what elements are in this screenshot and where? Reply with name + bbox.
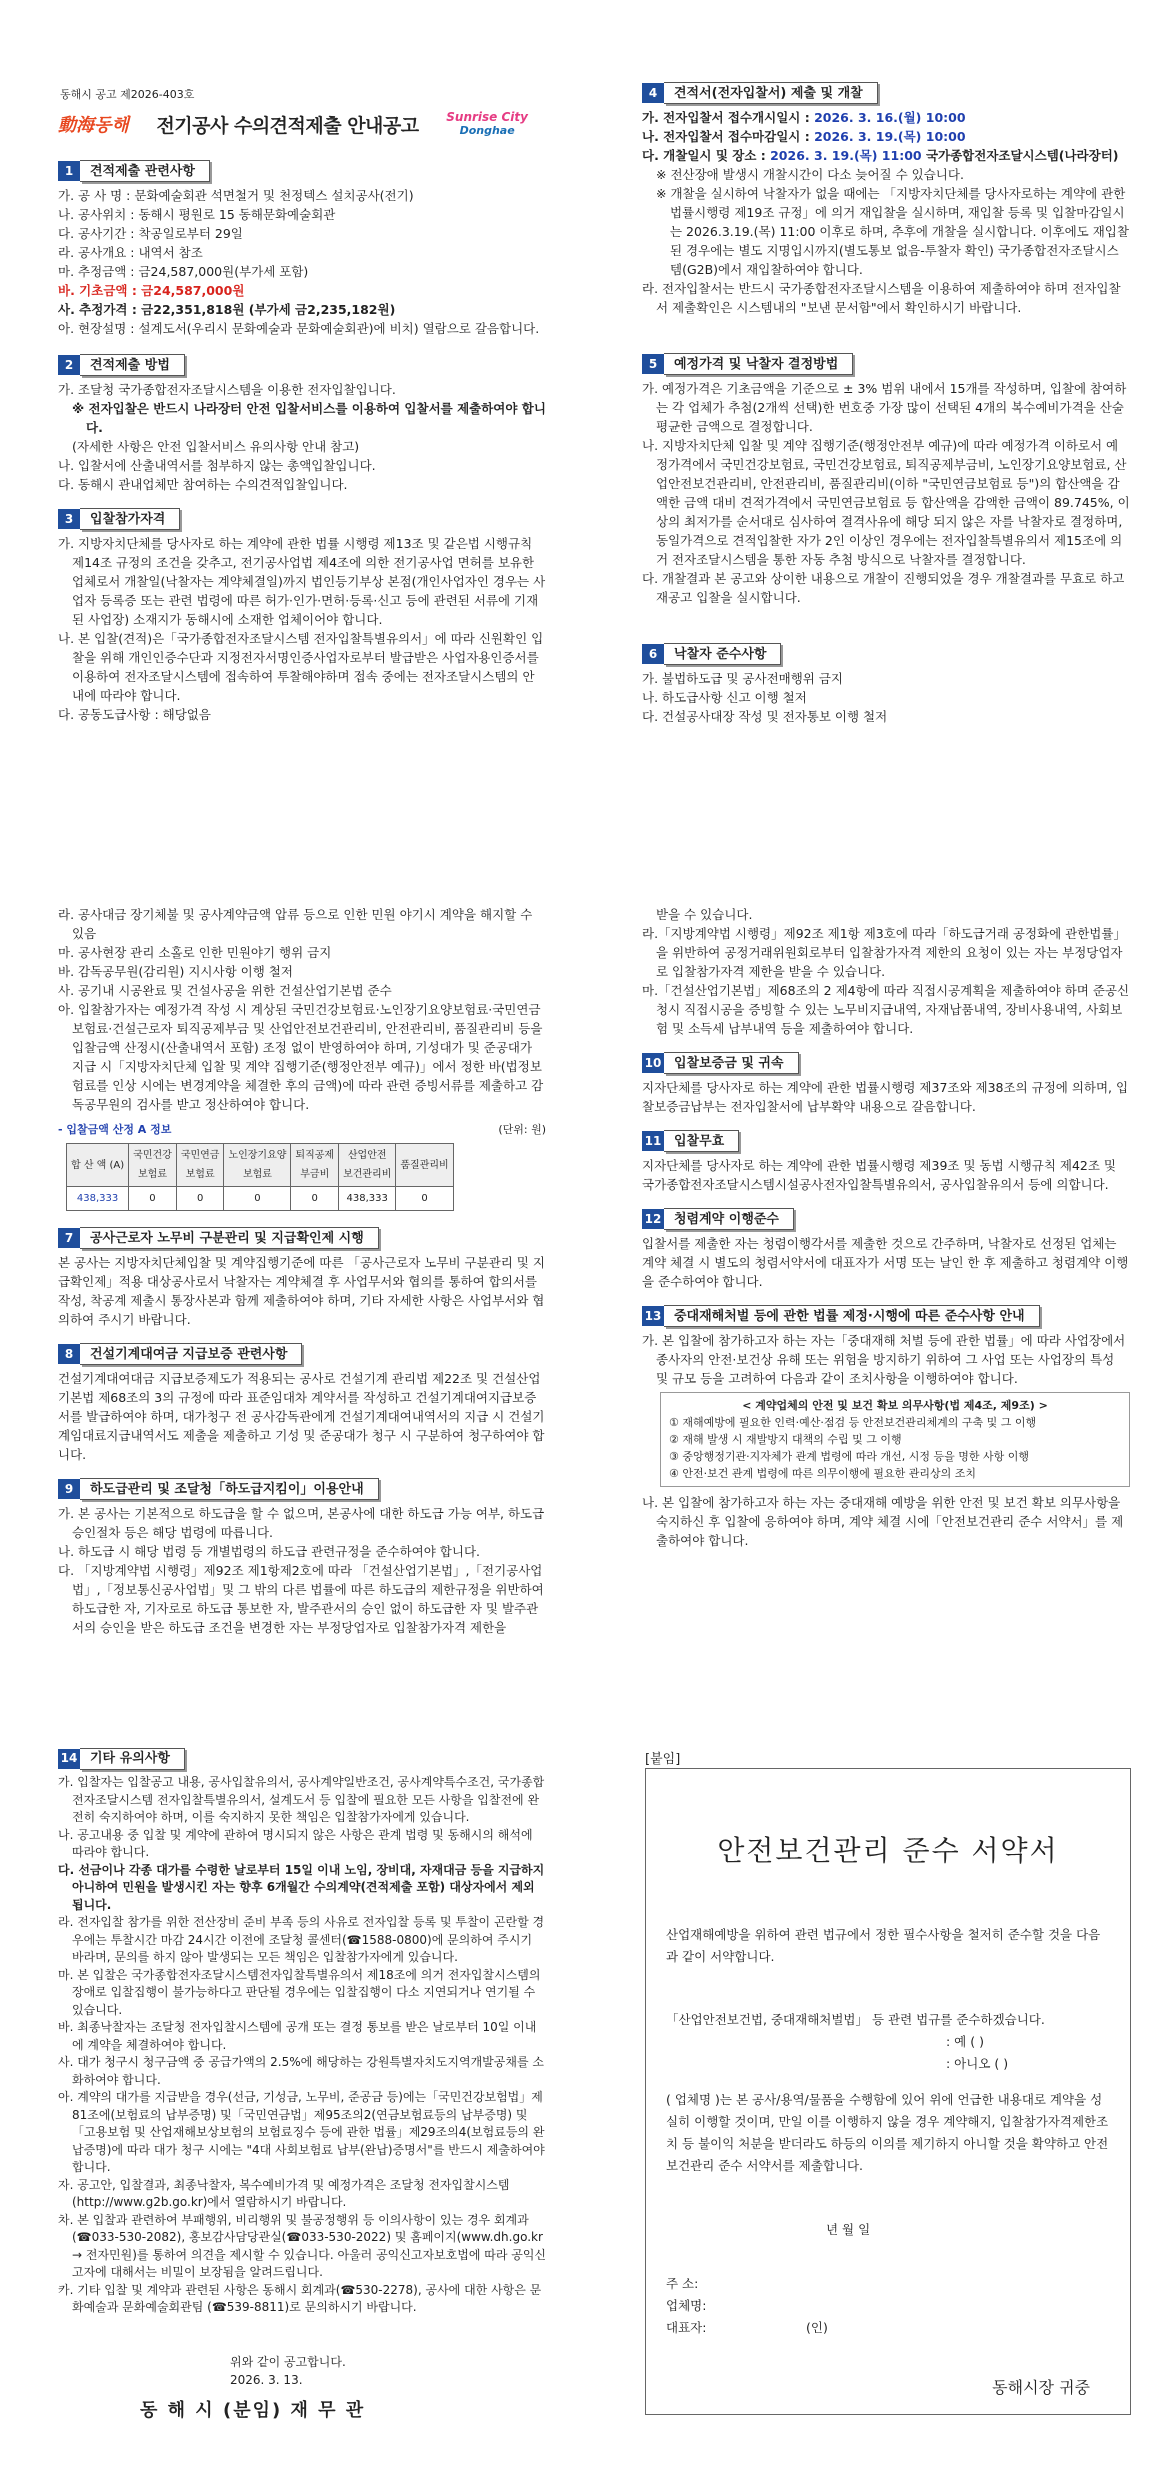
s9-item: 마.「건설산업기본법」제68조의 2 제4항에 따라 직접시공계획을 제출하여야 하며 준공신청시 직접시공을 증빙할 수 있는 노무비지급내역, 자재납품내역, 장비사용내역, 사회보험 및 소득세 납부내역 등을 제출하여야 합니다. bbox=[642, 983, 1130, 1036]
s6-item: 사. 공기내 시공완료 및 건설사공을 위한 건설산업기본법 준수 bbox=[58, 983, 392, 998]
left-top-column bbox=[58, 150, 546, 724]
obligation-item: ① 재해예방에 필요한 인력·예산·점검 등 안전보건관리체계의 구축 및 그 이행 bbox=[669, 1416, 1037, 1429]
obligation-item: ④ 안전·보건 관계 법령에 따른 의무이행에 필요한 관리상의 조치 bbox=[669, 1467, 976, 1480]
value: 2026. 3. 16.(월) 10:00 bbox=[814, 110, 966, 125]
closing-date: 2026. 3. 13. bbox=[230, 2373, 303, 2387]
section-title: 낙찰자 준수사항 bbox=[664, 643, 781, 665]
label: 나. 전자입찰서 접수마감일시 : bbox=[642, 129, 815, 144]
section-number: 12 bbox=[642, 1209, 664, 1229]
attachment-label: [붙임] bbox=[645, 1752, 681, 1767]
s6-item: 가. 불법하도급 및 공사전매행위 금지 bbox=[642, 671, 843, 686]
s6-item: 바. 감독공무원(감리원) 지시사항 이행 철저 bbox=[58, 964, 293, 979]
s2-note: (자세한 사항은 안전 입찰서비스 유의사항 안내 참고) bbox=[72, 439, 360, 454]
bid-close-datetime bbox=[642, 127, 1130, 146]
section-title: 공사근로자 노무비 구분관리 및 지급확인제 시행 bbox=[80, 1227, 379, 1249]
section-number: 14 bbox=[58, 1749, 80, 1769]
s1-item: 가. 공 사 명 : 문화예술회관 석면철거 및 천정텍스 설치공사(전기) bbox=[58, 188, 414, 203]
s4-note: ※ 전산장애 발생시 개찰시간이 다소 늦어질 수 있습니다. bbox=[656, 167, 964, 182]
s6-item: 라. 공사대금 장기체불 및 공사계약금액 압류 등으로 인한 민원 야기시 계약을 해지할 수 있음 bbox=[58, 907, 533, 941]
s9-continued: 받을 수 있습니다. bbox=[656, 907, 753, 922]
pledge-yes: : 예 ( ) bbox=[946, 2034, 984, 2049]
section-14-header bbox=[58, 1748, 546, 1770]
s1-item: 다. 공사기간 : 착공일로부터 29일 bbox=[58, 226, 243, 241]
section-11-header bbox=[642, 1130, 1130, 1152]
unit-label: (단위: 원) bbox=[498, 1123, 546, 1136]
s14-item: 나. 공고내용 중 입찰 및 계약에 관하여 명시되지 않은 사항은 관계 법령 및 동해시의 해석에 따라야 합니다. bbox=[58, 1827, 533, 1859]
section-number: 9 bbox=[58, 1479, 80, 1499]
s3-item: 가. 지방자치단체를 당사자로 하는 계약에 관한 법률 시행령 제13조 및 같은법 시행규칙 제14조 규정의 조건을 갖추고, 전기공사업법 제4조에 의한 전기공사업 면허를 보유한 업체로서 개찰일(낙찰자는 계약체결일)까지 법인등기부상 본점(개인사업자인 경우는 사업자 등록증 또는 관련 법령에 따른 허가·인가·면허·등록·신고 등에 관련된 서류에 기재된 사업장) 소재지가 동해시에 소재한 업체이어야 합니다. bbox=[58, 536, 546, 627]
table-cell: 438,333 bbox=[339, 1187, 396, 1211]
s6-item: 나. 하도급사항 신고 이행 철저 bbox=[642, 690, 807, 705]
s3-item: 다. 공동도급사항 : 해당없음 bbox=[58, 707, 211, 722]
ceo-label: 대표자: bbox=[666, 2320, 707, 2335]
obligations-title: < 계약업체의 안전 및 보건 확보 의무사항(법 제4조, 제9조) > bbox=[742, 1399, 1048, 1412]
s6-item: 다. 건설공사대장 작성 및 전자통보 이행 철저 bbox=[642, 709, 888, 724]
table-header: 퇴직공제 부금비 bbox=[291, 1144, 339, 1187]
section-6-header bbox=[642, 643, 1130, 665]
s6-item-insurance: 아. 입찰참가자는 예정가격 작성 시 계상된 국민건강보험료·노인장기요양보험료·국민연금보험료·건설근로자 퇴직공제부금 및 산업안전보건관리비, 안전관리비, 품질관리비 등을 입찰금액 산정시(산출내역서 포함) 조정 없이 반영하여야 하며, 기성대가 및 준공대가 지급 시「지방자치단체 입찰 및 계약 집행기준(행정안전부 예규)」에서 정한 바(법정보험료를 인상 시에는 변경계약을 체결한 후의 금액)에 따라 관련 증빙서류를 제출하고 감독공무원의 검사를 받고 정산하여야 합니다. bbox=[58, 1002, 544, 1112]
s7-text: 본 공사는 지방자치단체입찰 및 계약집행기준에 따른 「공사근로자 노무비 구분관리 및 지급확인제」적용 대상공사로서 낙찰자는 계약체결 후 사업무서와 협의를 통하여 합의서를 작성, 착공계 제출시 통장사본과 함께 제출하여야 하며, 기타 자세한 사항은 사업부서와 협의하여 주시기 바랍니다. bbox=[58, 1255, 545, 1327]
bid-open-datetime bbox=[642, 108, 1130, 127]
section-4-header bbox=[642, 82, 1130, 104]
section-title: 청렴계약 이행준수 bbox=[664, 1208, 794, 1230]
table-header: 합 산 액 (A) bbox=[67, 1144, 129, 1187]
pledge-p2: 「산업안전보건법, 중대재해처벌법」 등 관련 법규를 준수하겠습니다. bbox=[666, 2012, 1045, 2027]
section-number: 4 bbox=[642, 83, 664, 103]
obligation-item: ③ 중앙행정기관·지자체가 관계 법령에 따라 개선, 시정 등을 명한 사항 이행 bbox=[669, 1450, 1029, 1463]
section-number: 2 bbox=[58, 355, 80, 375]
s14-item: 사. 대가 청구시 청구금액 중 공급가액의 2.5%에 해당하는 강원특별자치도지역개발공채를 소화하여야 합니다. bbox=[58, 2055, 544, 2087]
right-middle-column bbox=[642, 905, 1130, 1550]
section-1-header bbox=[58, 160, 546, 182]
label: 다. 개찰일시 및 장소 : bbox=[642, 148, 771, 163]
section-title: 기타 유의사항 bbox=[80, 1748, 185, 1770]
s14-item: 차. 본 입찰과 관련하여 부패행위, 비리행위 및 불공정행위 등 이의사항이 있는 경우 회계과(☎033-530-2082), 홍보감사담당관실(☎033-530-2022) 및 홈페이지(www.dh.go.kr → 전자민원)를 통하여 의견을 제시할 수 있습니다. 아울러 공익신고자보호법에 따라 공익신고자에 대해서는 비밀이 보장됨을 알려드립니다. bbox=[58, 2212, 547, 2279]
city-logo-left: 動海동해 bbox=[58, 115, 129, 136]
s11-text: 지자단체를 당사자로 하는 계약에 관한 법률시행령 제39조 및 동법 시행규칙 제42조 및 국가종합전자조달시스템시설공사전자입찰특별유의서, 공사입찰유의서 등에 의합니다. bbox=[642, 1158, 1116, 1192]
s14-item: 마. 본 입찰은 국가종합전자조달시스템전자입찰특별유의서 제18조에 의거 전자입찰시스템의 장애로 입찰집행이 불가능하다고 판단될 경우에는 입찰집행이 다소 지연되거나 연기될 수 있습니다. bbox=[58, 1967, 541, 2017]
place: 국가종합전자조달시스템(나라장터) bbox=[921, 148, 1119, 163]
base-price: 바. 기초금액 : 금24,587,000원 bbox=[58, 283, 245, 298]
s4-note: ※ 개찰을 실시하여 낙찰자가 없을 때에는 「지방자치단체를 당사자로하는 계약에 관한 법률시행령 제19조 규정」에 의거 재입찰을 실시하며, 재입찰 등록 및 입찰마감일시는 2026.3.19.(목) 11:00 이후로 하며, 추후에 개찰을 실시합니다. 이후에도 재입찰된 경우에는 별도 지명입시까지(별도통보 없음-투찰자 확인) 국가종합전자조달시스템(G2B)에서 재입찰하여야 합니다. bbox=[656, 186, 1129, 277]
table-cell: 0 bbox=[129, 1187, 177, 1211]
pledge-p3: ( 업체명 )는 본 공사/용역/물품을 수행함에 있어 위에 언급한 내용대로 계약을 성실히 이행할 것이며, 만일 이를 이행하지 않을 경우 계약해지, 입찰참가자격제한조치 등 불이익 처분을 받더라도 하등의 이의를 제기하지 아니할 것을 확약하고 안전보건관리 준수 서약서를 제출합니다. bbox=[666, 2092, 1109, 2173]
logo-text-1: Sunrise City bbox=[446, 110, 528, 124]
s9-item: 나. 하도급 시 해당 법령 등 개별법령의 하도급 관련규정을 준수하여야 합니다. bbox=[58, 1544, 481, 1559]
left-bottom-column bbox=[58, 1748, 546, 2317]
s9-item: 가. 본 공사는 기본적으로 하도급을 할 수 없으며, 본공사에 대한 하도급 가능 여부, 하도급 승인절차 등은 해당 법령에 따릅니다. bbox=[58, 1506, 545, 1540]
s9-item: 라.「지방계약법 시행령」제92조 제1항 제3호에 따라「하도급거래 공정화에 관한법률」을 위반하여 공정거래위원회로부터 입찰참가자격 제한의 요청이 있는 자는 부정당업자로 입찰참가자격 제한을 받을 수 있습니다. bbox=[642, 926, 1126, 979]
seal-label: (인) bbox=[806, 2320, 828, 2335]
section-title: 입찰보증금 및 귀속 bbox=[664, 1052, 799, 1074]
s1-item: 나. 공사위치 : 동해시 평원로 15 동해문화예술회관 bbox=[58, 207, 336, 222]
section-number: 11 bbox=[642, 1131, 664, 1151]
table-cell: 0 bbox=[396, 1187, 453, 1211]
s14-item: 자. 공고안, 입찰결과, 최종낙찰자, 복수예비가격 및 예정가격은 조달청 전자입찰시스템(http://www.g2b.go.kr)에서 열람하시기 바랍니다. bbox=[58, 2177, 510, 2209]
section-number: 6 bbox=[642, 644, 664, 664]
section-5-header bbox=[642, 353, 1130, 375]
pledge-no: : 아니오 ( ) bbox=[946, 2056, 1009, 2071]
value: 2026. 3. 19.(목) 10:00 bbox=[814, 129, 966, 144]
s2-note: ※ 전자입찰은 반드시 나라장터 안전 입찰서비스를 이용하여 입찰서를 제출하여야 합니다. bbox=[72, 401, 546, 435]
s14-item: 가. 입찰자는 입찰공고 내용, 공사입찰유의서, 공사계약일반조건, 공사계약특수조건, 국가종합전자조달시스템 전자입찰특별유의서, 설계도서 등 입찰에 필요한 모든 사항을 입찰전에 완전히 숙지하여야 하며, 이를 숙지하지 못한 책임은 입찰참가자에게 있습니다. bbox=[58, 1775, 545, 1824]
section-13-header bbox=[642, 1305, 1130, 1327]
s9-item: 다. 「지방계약법 시행령」제92조 제1항제2호에 따라 「건설산업기본법」,「전기공사업법」,「정보통신공사업법」및 그 밖의 다른 법률에 따른 하도급의 제한규정을 위반하여 하도급한 자, 기자로로 하도급 통보한 자, 발주관서의 승인 없이 하도급한 자 및 발주관서의 승인을 받은 하도급 조건을 변경한 자는 부정당업자로 입찰참가자격 제한을 bbox=[58, 1563, 544, 1635]
s1-item: 라. 공사개요 : 내역서 참조 bbox=[58, 245, 203, 260]
pledge-p1: 산업재해예방을 위하여 관련 법규에서 정한 필수사항을 철저히 준수할 것을 다음과 같이 서약합니다. bbox=[666, 1927, 1101, 1964]
address-label: 주 소: bbox=[666, 2276, 699, 2291]
section-title: 견적서(전자입찰서) 제출 및 개찰 bbox=[664, 82, 878, 104]
table-row bbox=[67, 1187, 454, 1211]
section-title: 하도급관리 및 조달청「하도급지킴이」이용안내 bbox=[80, 1478, 379, 1500]
value: 2026. 3. 19.(목) 11:00 bbox=[770, 148, 922, 163]
attachment-pledge bbox=[645, 1768, 1131, 2415]
section-title: 건설기계대여금 지급보증 관련사항 bbox=[80, 1343, 302, 1365]
s5-item: 나. 지방자치단체 입찰 및 계약 집행기준(행정안전부 예규)에 따라 예정가격 이하로서 예정가격에서 국민건강보험료, 국민건강보험료, 퇴직공제부금비, 노인장기요양보험료, 산업안전보건관리비, 안전관리비, 품질관리비(이하 "국민연금보험료 등")의 합산액을 감액한 금액 대비 견적가격에서 국민연금보험료 등 합산액을 감액한 금액이 89.745%, 이상의 최저가를 순서대로 심사하여 결격사유에 해당 되지 않은 자를 낙찰자로 결정하며, 동일가격으로 견적입찰한 자가 2인 이상인 경우에는 전자입찰특별유의서 제15조에 의거 전자조달시스템을 통한 자동 추첨 방식으로 낙찰자를 결정합니다. bbox=[642, 438, 1130, 567]
s2-item: 다. 동해시 관내업체만 참여하는 수의견적입찰입니다. bbox=[58, 477, 348, 492]
section-10-header bbox=[642, 1052, 1130, 1074]
s5-item: 다. 개찰결과 본 공고와 상이한 내용으로 개찰이 진행되었을 경우 개찰결과를 무효로 하고 재공고 입찰을 실시합니다. bbox=[642, 571, 1125, 605]
fee-table-caption bbox=[58, 1120, 546, 1139]
issuer: 동 해 시 (분임) 재 무 관 bbox=[140, 2400, 366, 2421]
s14-item: 아. 계약의 대가를 지급받을 경우(선금, 기성금, 노무비, 준공금 등)에는「국민건강보험법」제81조에(보험료의 납부증명) 및「국민연금법」제95조의2(연금보험료등의 납부증명) 및「고용보험 및 산업재해보상보험의 보험료징수 등에 관한 법률」제29조의4(보험료등의 완납증명)에 따라 대가 청구 시에는 "4대 사회보험료 납부(완납)증명서"를 반드시 제출하여야 합니다. bbox=[58, 2090, 545, 2174]
notice-number: 동해시 공고 제2026-403호 bbox=[60, 88, 195, 101]
table-header-row bbox=[67, 1144, 454, 1187]
obligations-box bbox=[660, 1392, 1130, 1487]
section-9-header bbox=[58, 1478, 546, 1500]
s13-item: 가. 본 입찰에 참가하고자 하는 자는「중대재해 처벌 등에 관한 법률」에 따라 사업장에서 종사자의 안전·보건상 유해 또는 위험을 방지하기 위하여 그 사업 또는 사업장의 특성 및 규모 등을 고려하여 다음과 같이 조치사항을 이행하여야 합니다. bbox=[642, 1333, 1126, 1386]
section-7-header bbox=[58, 1227, 546, 1249]
table-header: 산업안전 보건관리비 bbox=[339, 1144, 396, 1187]
pledge-title: 안전보건관리 준수 서약서 bbox=[717, 1834, 1059, 1867]
section-number: 1 bbox=[58, 161, 80, 181]
fee-table bbox=[66, 1143, 454, 1211]
section-number: 13 bbox=[642, 1306, 664, 1326]
s14-item: 라. 전자입찰 참가를 위한 전산장비 준비 부족 등의 사유로 전자입찰 등록 및 투찰이 곤란할 경우에는 투찰시간 마감 24시간 이전에 조달청 콜센터(☎1588-0800)에 문의하여 주시기 바라며, 문의를 하지 않아 발생되는 모든 책임은 입찰참가자에게 있습니다. bbox=[58, 1915, 545, 1964]
s2-item: 가. 조달청 국가종합전자조달시스템을 이용한 전자입찰입니다. bbox=[58, 382, 396, 397]
section-title: 예정가격 및 낙찰자 결정방법 bbox=[664, 353, 853, 375]
document-title: 전기공사 수의견적제출 안내공고 bbox=[156, 114, 419, 137]
section-12-header bbox=[642, 1208, 1130, 1230]
section-title: 중대재해처벌 등에 관한 법률 제정·시행에 따른 준수사항 안내 bbox=[664, 1305, 1040, 1327]
section-3-header bbox=[58, 508, 546, 530]
estimated-price: 사. 추정가격 : 금22,351,818원 (부가세 금2,235,182원) bbox=[58, 302, 396, 317]
label: 가. 전자입찰서 접수개시일시 : bbox=[642, 110, 815, 125]
city-logo-right bbox=[446, 111, 528, 137]
s8-text: 건설기계대여대금 지급보증제도가 적용되는 공사로 건설기계 관리법 제22조 및 건설산업기본법 제68조의 3의 규정에 따라 표준임대차 계약서를 작성하고 건설기계대여지급보증서를 발급하여야 하며, 대가청구 전 공사감독관에게 건설기계대여내역서의 지급 시 건설기계임대료지급내역서도 제출을 제출하고 기성 및 준공대가 청구 시 구분하여 청구하여야 합니다. bbox=[58, 1371, 545, 1462]
s10-text: 지자단체를 당사자로 하는 계약에 관한 법률시행령 제37조와 제38조의 규정에 의하며, 입찰보증금납부는 전자입찰서에 납부확약 내용으로 갈음합니다. bbox=[642, 1080, 1129, 1114]
s1-item: 아. 현장설명 : 설계도서(우리시 문화예술과 문화예술회관)에 비치) 열람으로 갈음합니다. bbox=[58, 321, 540, 336]
s5-item: 가. 예정가격은 기초금액을 기준으로 ± 3% 범위 내에서 15개를 작성하며, 입찰에 참여하는 각 업체가 추첨(2개씩 선택)한 번호중 가장 많이 선택된 4개의 복수예비가격을 산술평균한 금액으로 결정합니다. bbox=[642, 381, 1127, 434]
s2-item: 나. 입찰서에 산출내역서를 첨부하지 않는 총액입찰입니다. bbox=[58, 458, 376, 473]
s12-text: 입찰서를 제출한 자는 청렴이행각서를 제출한 것으로 간주하며, 낙찰자로 선정된 업체는 계약 체결 시 별도의 청렴서약서에 대표자가 서명 또는 날인 한 후 제출하고 청렴계약 이행을 준수하여야 합니다. bbox=[642, 1236, 1129, 1289]
table-header: 국민건강 보험료 bbox=[129, 1144, 177, 1187]
s4-item: 라. 전자입찰서는 반드시 국가종합전자조달시스템을 이용하여 제출하여야 하며 전자입찰서 제출확인은 시스템내의 "보낸 문서함"에서 확인하시기 바랍니다. bbox=[642, 281, 1121, 315]
s6-item: 마. 공사현장 관리 소홀로 인한 민원야기 행위 금지 bbox=[58, 945, 332, 960]
closing-statement: 위와 같이 공고합니다. bbox=[230, 2355, 346, 2369]
opening-datetime bbox=[642, 146, 1130, 165]
s3-item: 나. 본 입찰(견적)은「국가종합전자조달시스템 전자입찰특별유의서」에 따라 신원확인 입찰을 위해 개인인증수단과 지정전자서명인증사업자로부터 발급받은 사업자용인증서를 이용하여 전자조달시스템에 접속하여 투찰해야하며 접속 중에는 전자조달시스템의 안내에 따라야 합니다. bbox=[58, 631, 544, 703]
s1-item: 마. 추정금액 : 금24,587,000원(부가세 포함) bbox=[58, 264, 309, 279]
table-cell: 0 bbox=[176, 1187, 224, 1211]
table-header: 노인장기요양 보험료 bbox=[224, 1144, 291, 1187]
obligation-item: ② 재해 발생 시 재발방지 대책의 수립 및 그 이행 bbox=[669, 1433, 902, 1446]
logo-text-2: Donghae bbox=[459, 124, 515, 137]
pledge-date: 년 월 일 bbox=[826, 2222, 871, 2237]
table-cell: 0 bbox=[291, 1187, 339, 1211]
section-2-header bbox=[58, 354, 546, 376]
table-header: 국민연금 보험료 bbox=[176, 1144, 224, 1187]
pledge-recipient: 동해시장 귀중 bbox=[992, 2378, 1090, 2397]
section-number: 3 bbox=[58, 509, 80, 529]
s14-item: 바. 최종낙찰자는 조달청 전자입찰시스템에 공개 또는 결정 통보를 받은 날로부터 10일 이내에 계약을 체결하여야 합니다. bbox=[58, 2020, 537, 2052]
title-row bbox=[58, 106, 528, 142]
section-title: 입찰무효 bbox=[664, 1130, 739, 1152]
right-top-column bbox=[642, 72, 1130, 726]
section-number: 10 bbox=[642, 1053, 664, 1073]
section-title: 견적제출 관련사항 bbox=[80, 160, 210, 182]
section-title: 입찰참가자격 bbox=[80, 508, 180, 530]
s13-item: 나. 본 입찰에 참가하고자 하는 자는 중대재해 예방을 위한 안전 및 보건 확보 의무사항을 숙지하신 후 입찰에 응하여야 하며, 계약 체결 시에「안전보건관리 준수 서약서」를 제출하여야 합니다. bbox=[642, 1495, 1124, 1548]
section-number: 8 bbox=[58, 1344, 80, 1364]
table-header: 품질관리비 bbox=[396, 1144, 453, 1187]
fee-label: - 입찰금액 산정 A 정보 bbox=[58, 1123, 172, 1136]
s14-item: 카. 기타 입찰 및 계약과 관련된 사항은 동해시 회계과(☎530-2278), 공사에 대한 사항은 문화예술과 문화예술회관팀 (☎539-8811)로 문의하시기 바랍니다. bbox=[58, 2282, 542, 2314]
section-number: 5 bbox=[642, 354, 664, 374]
company-label: 업체명: bbox=[666, 2298, 707, 2313]
table-cell: 438,333 bbox=[67, 1187, 129, 1211]
section-8-header bbox=[58, 1343, 546, 1365]
section-number: 7 bbox=[58, 1228, 80, 1248]
left-middle-column bbox=[58, 905, 546, 1637]
section-title: 견적제출 방법 bbox=[80, 354, 185, 376]
s14-item: 다. 선금이나 각종 대가를 수령한 날로부터 15일 이내 노임, 장비대, 자재대금 등을 지급하지 아니하여 민원을 발생시킨 자는 향후 6개월간 수의계약(견적제출 포함) 대상자에서 제외됩니다. bbox=[58, 1862, 545, 1912]
table-cell: 0 bbox=[224, 1187, 291, 1211]
